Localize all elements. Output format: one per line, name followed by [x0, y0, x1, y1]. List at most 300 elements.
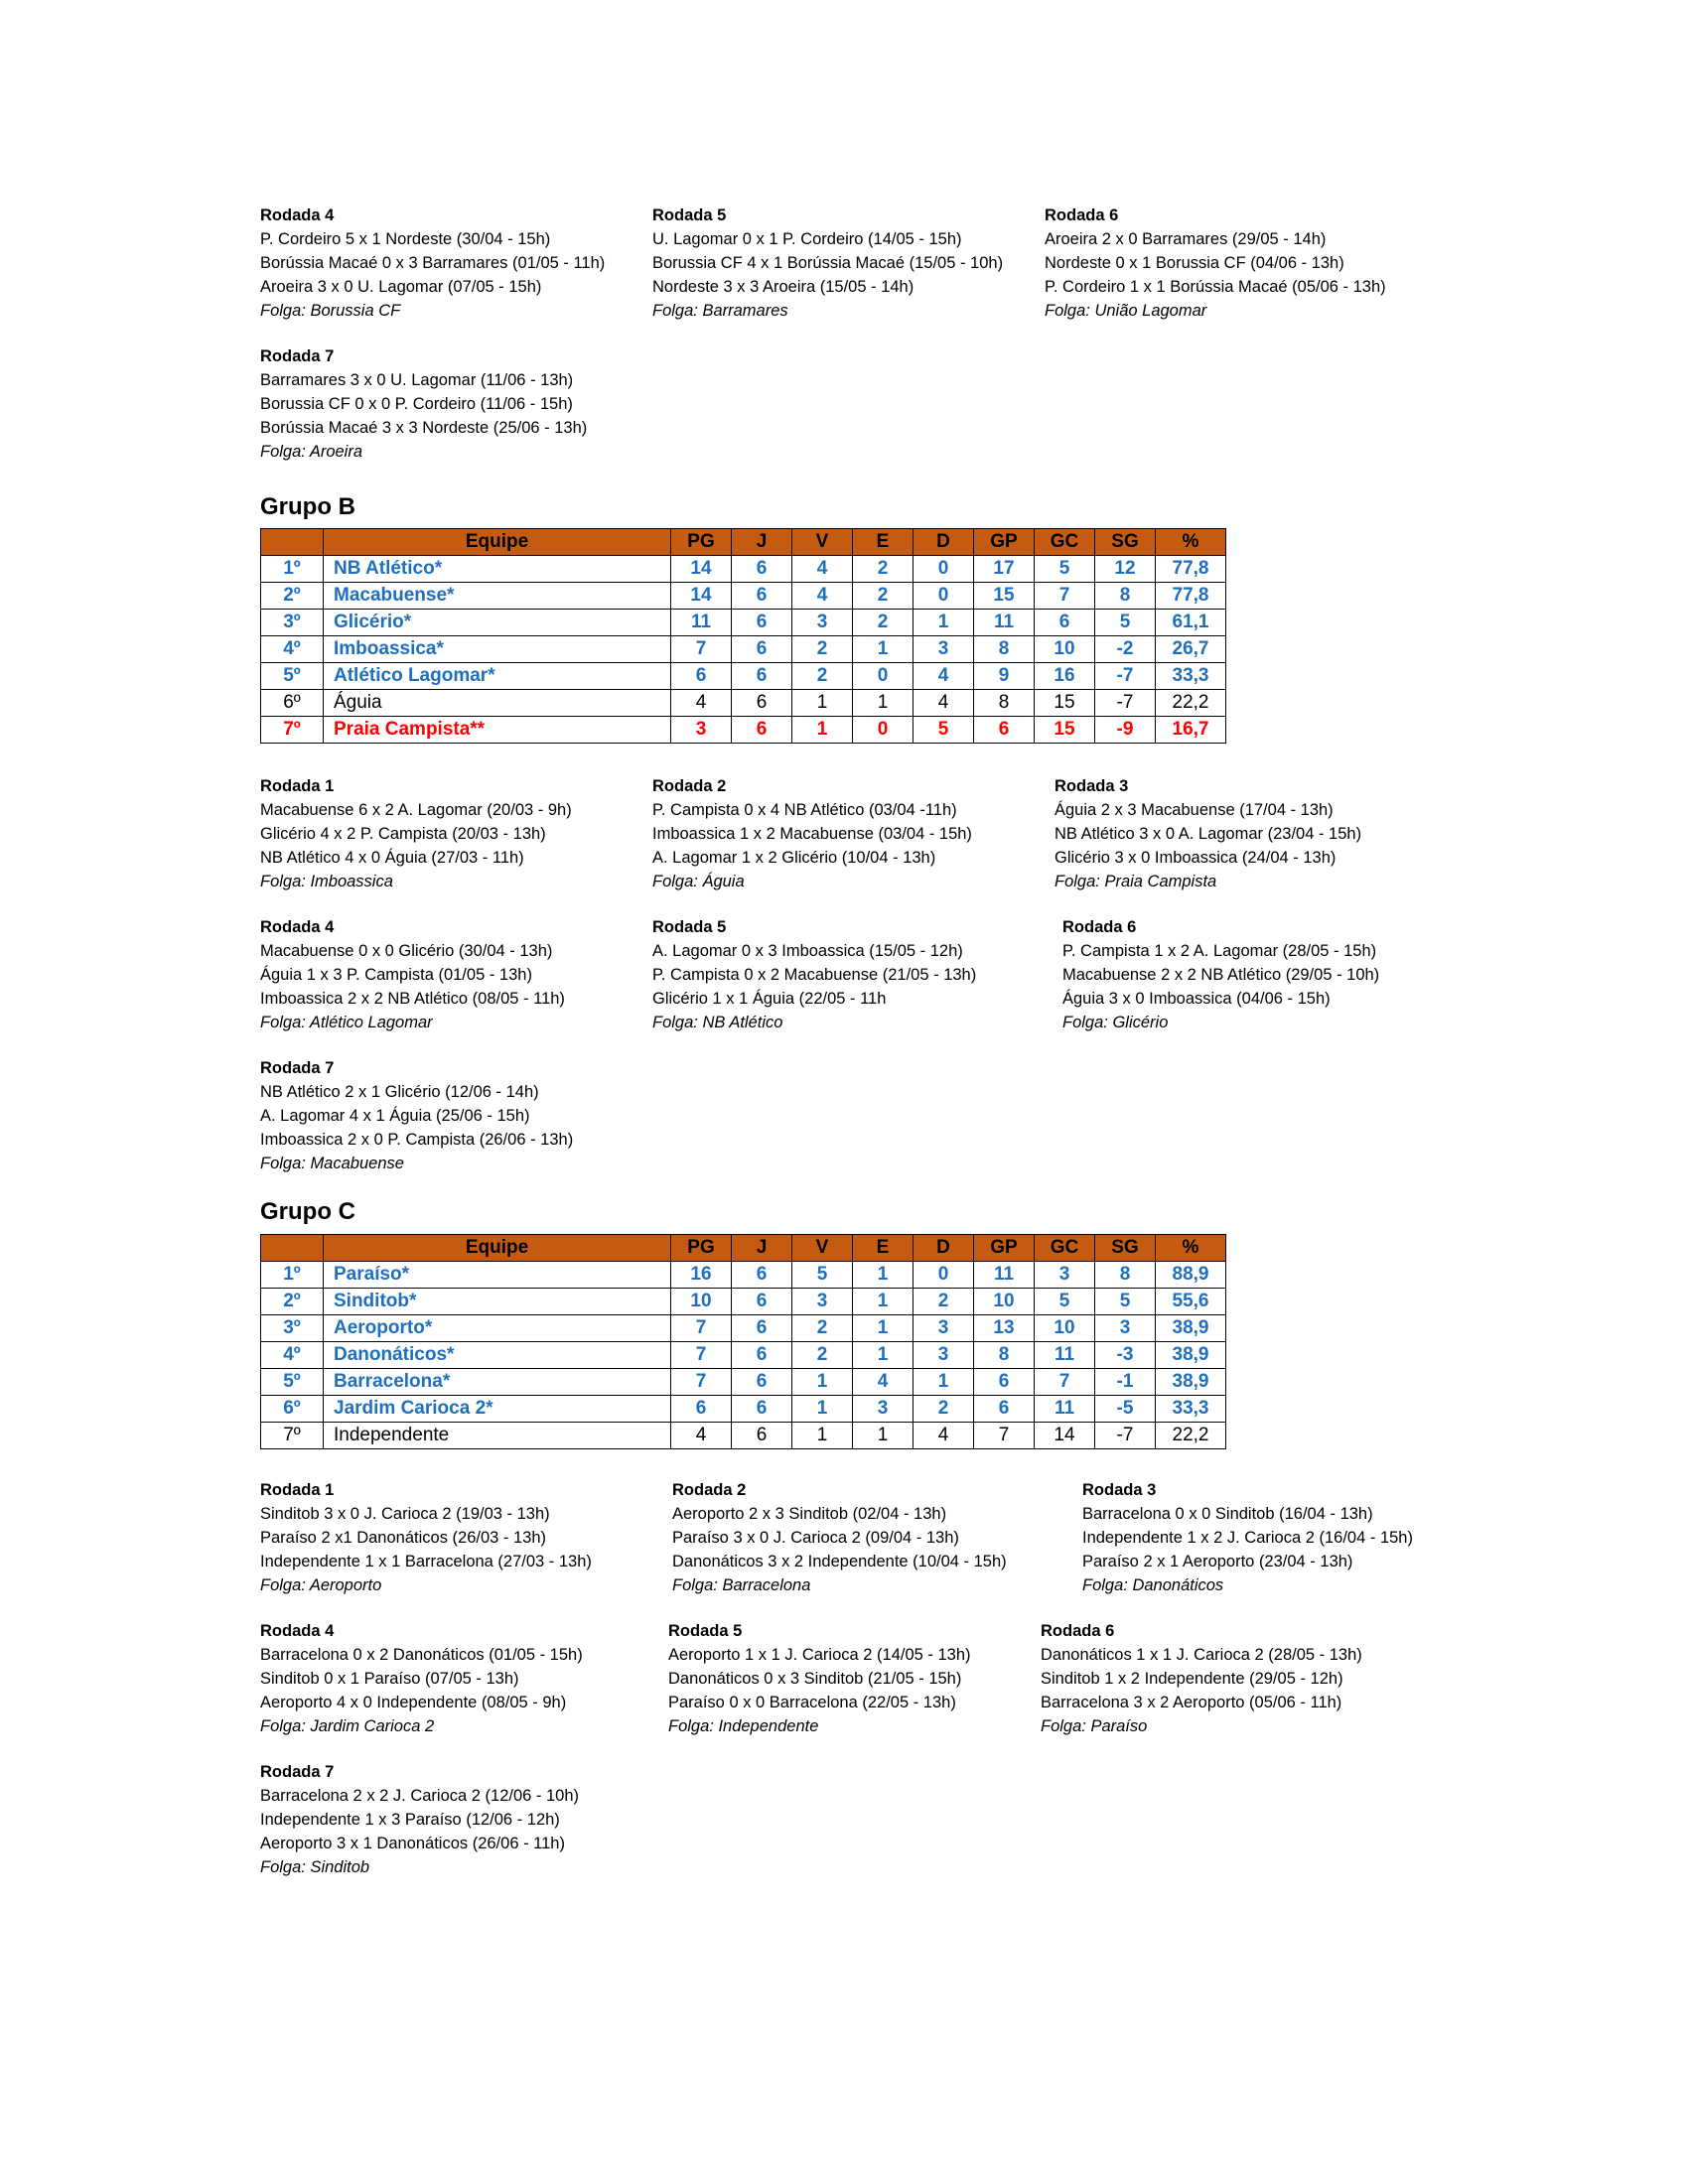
- match-line: Águia 3 x 0 Imboassica (04/06 - 15h): [1062, 990, 1331, 1008]
- round-block: [260, 774, 572, 893]
- round-block: [1062, 915, 1379, 1034]
- round-title: Rodada 4: [260, 206, 335, 224]
- stat-cell: 4º: [261, 636, 324, 663]
- table-row: [261, 1342, 1226, 1369]
- stat-cell: 1: [914, 1369, 974, 1396]
- stat-cell: 0: [914, 583, 974, 610]
- match-line: Danonáticos 0 x 3 Sinditob (21/05 - 15h): [668, 1670, 962, 1688]
- match-line: Independente 1 x 2 J. Carioca 2 (16/04 - 15h): [1082, 1529, 1413, 1547]
- match-line: Aeroporto 2 x 3 Sinditob (02/04 - 13h): [672, 1505, 947, 1523]
- stat-cell: 22,2: [1156, 690, 1226, 717]
- match-line: Macabuense 0 x 0 Glicério (30/04 - 13h): [260, 942, 553, 960]
- match-line: Danonáticos 3 x 2 Independente (10/04 - 15h): [672, 1553, 1007, 1570]
- team-name: Macabuense*: [324, 583, 671, 610]
- bye-team: Folga: Borussia CF: [260, 302, 401, 320]
- bye-team: Folga: Danonáticos: [1082, 1576, 1224, 1594]
- standings-table: [260, 528, 1226, 744]
- team-name: Jardim Carioca 2*: [324, 1396, 671, 1423]
- stat-cell: 2: [792, 1315, 853, 1342]
- stat-cell: 5: [1095, 1289, 1156, 1315]
- stat-cell: -1: [1095, 1369, 1156, 1396]
- stat-cell: 88,9: [1156, 1262, 1226, 1289]
- match-line: Independente 1 x 3 Paraíso (12/06 - 12h): [260, 1811, 560, 1829]
- match-line: Sinditob 3 x 0 J. Carioca 2 (19/03 - 13h): [260, 1505, 550, 1523]
- stat-cell: 3: [792, 1289, 853, 1315]
- stat-cell: 2º: [261, 1289, 324, 1315]
- column-header: GP: [974, 1235, 1035, 1262]
- table-row: [261, 663, 1226, 690]
- column-header: E: [853, 529, 914, 556]
- stat-cell: 6º: [261, 1396, 324, 1423]
- match-line: NB Atlético 4 x 0 Águia (27/03 - 11h): [260, 849, 524, 867]
- stat-cell: 3: [1035, 1262, 1095, 1289]
- match-line: P. Campista 0 x 4 NB Atlético (03/04 -11h): [652, 801, 957, 819]
- match-line: Barramares 3 x 0 U. Lagomar (11/06 - 13h): [260, 371, 574, 389]
- stat-cell: 2: [914, 1289, 974, 1315]
- stat-cell: 77,8: [1156, 556, 1226, 583]
- stat-cell: 7: [671, 1315, 732, 1342]
- match-line: Macabuense 6 x 2 A. Lagomar (20/03 - 9h): [260, 801, 572, 819]
- stat-cell: 11: [974, 1262, 1035, 1289]
- bye-team: Folga: Aroeira: [260, 443, 363, 461]
- stat-cell: 15: [1035, 717, 1095, 744]
- round-block: [260, 1478, 592, 1597]
- stat-cell: 1: [792, 1369, 853, 1396]
- stat-cell: 14: [1035, 1423, 1095, 1449]
- stat-cell: 6: [671, 1396, 732, 1423]
- round-block: [652, 915, 976, 1034]
- column-header: V: [792, 1235, 853, 1262]
- match-line: Borussia CF 4 x 1 Borússia Macaé (15/05 - 10h): [652, 254, 1004, 272]
- stat-cell: 2: [853, 583, 914, 610]
- stat-cell: 2: [914, 1396, 974, 1423]
- stat-cell: 6: [732, 1396, 792, 1423]
- stat-cell: 4: [914, 1423, 974, 1449]
- stat-cell: 6: [732, 583, 792, 610]
- stat-cell: 8: [1095, 583, 1156, 610]
- stat-cell: 6: [732, 1315, 792, 1342]
- stat-cell: 1: [853, 1289, 914, 1315]
- column-header: E: [853, 1235, 914, 1262]
- stat-cell: 10: [1035, 1315, 1095, 1342]
- stat-cell: 6: [974, 1396, 1035, 1423]
- round-title: Rodada 3: [1055, 777, 1129, 795]
- match-line: Independente 1 x 1 Barracelona (27/03 - 13h): [260, 1553, 592, 1570]
- round-block: [1041, 1619, 1362, 1738]
- stat-cell: 3: [853, 1396, 914, 1423]
- match-line: Glicério 3 x 0 Imboassica (24/04 - 13h): [1055, 849, 1336, 867]
- stat-cell: 3: [792, 610, 853, 636]
- column-header: GP: [974, 529, 1035, 556]
- bye-team: Folga: Glicério: [1062, 1014, 1169, 1031]
- stat-cell: 2: [792, 663, 853, 690]
- stat-cell: 38,9: [1156, 1315, 1226, 1342]
- column-header: Equipe: [324, 1235, 671, 1262]
- bye-team: Folga: Barramares: [652, 302, 788, 320]
- bye-team: Folga: Imboassica: [260, 873, 393, 890]
- table-row: [261, 556, 1226, 583]
- stat-cell: 2: [792, 636, 853, 663]
- stat-cell: 1: [853, 1423, 914, 1449]
- match-line: Paraíso 0 x 0 Barracelona (22/05 - 13h): [668, 1694, 956, 1711]
- stat-cell: -3: [1095, 1342, 1156, 1369]
- table-row: [261, 717, 1226, 744]
- stat-cell: 33,3: [1156, 1396, 1226, 1423]
- stat-cell: 11: [1035, 1396, 1095, 1423]
- column-header: GC: [1035, 529, 1095, 556]
- stat-cell: 3: [671, 717, 732, 744]
- match-line: Aeroporto 4 x 0 Independente (08/05 - 9h): [260, 1694, 567, 1711]
- team-name: NB Atlético*: [324, 556, 671, 583]
- header-row: [261, 529, 1226, 556]
- stat-cell: -7: [1095, 663, 1156, 690]
- stat-cell: 16: [1035, 663, 1095, 690]
- stat-cell: 7: [671, 1369, 732, 1396]
- stat-cell: -5: [1095, 1396, 1156, 1423]
- stat-cell: 3: [914, 1342, 974, 1369]
- stat-cell: 1: [914, 610, 974, 636]
- column-header: %: [1156, 1235, 1226, 1262]
- match-line: Imboassica 1 x 2 Macabuense (03/04 - 15h): [652, 825, 972, 843]
- stat-cell: 8: [974, 1342, 1035, 1369]
- stat-cell: 6: [732, 1289, 792, 1315]
- bye-team: Folga: Paraíso: [1041, 1717, 1148, 1735]
- stat-cell: 6º: [261, 690, 324, 717]
- table-row: [261, 1289, 1226, 1315]
- column-header: PG: [671, 1235, 732, 1262]
- table-row: [261, 1423, 1226, 1449]
- stat-cell: 11: [974, 610, 1035, 636]
- match-line: NB Atlético 2 x 1 Glicério (12/06 - 14h): [260, 1083, 539, 1101]
- stat-cell: 10: [1035, 636, 1095, 663]
- match-line: Aroeira 2 x 0 Barramares (29/05 - 14h): [1045, 230, 1327, 248]
- stat-cell: 8: [974, 690, 1035, 717]
- stat-cell: 55,6: [1156, 1289, 1226, 1315]
- stat-cell: 38,9: [1156, 1369, 1226, 1396]
- stat-cell: 12: [1095, 556, 1156, 583]
- stat-cell: 7: [671, 1342, 732, 1369]
- stat-cell: 61,1: [1156, 610, 1226, 636]
- round-block: [652, 204, 1003, 323]
- round-block: [260, 1760, 579, 1879]
- stat-cell: 1: [792, 1423, 853, 1449]
- column-header: PG: [671, 529, 732, 556]
- match-line: Barracelona 0 x 2 Danonáticos (01/05 - 15h): [260, 1646, 583, 1664]
- round-block: [260, 915, 565, 1034]
- stat-cell: 4: [792, 556, 853, 583]
- round-block: [260, 1056, 573, 1175]
- table-row: [261, 1396, 1226, 1423]
- stat-cell: 6: [732, 1423, 792, 1449]
- stat-cell: 6: [732, 1262, 792, 1289]
- stat-cell: 5: [1035, 556, 1095, 583]
- stat-cell: 6: [732, 717, 792, 744]
- group-title: Grupo C: [260, 1198, 355, 1225]
- stat-cell: 16,7: [1156, 717, 1226, 744]
- round-title: Rodada 5: [652, 206, 727, 224]
- table-row: [261, 690, 1226, 717]
- match-line: Paraíso 3 x 0 J. Carioca 2 (09/04 - 13h): [672, 1529, 959, 1547]
- round-block: [1045, 204, 1386, 323]
- match-line: Borússia Macaé 0 x 3 Barramares (01/05 - 11h): [260, 254, 606, 272]
- round-title: Rodada 5: [652, 918, 727, 936]
- bye-team: Folga: Praia Campista: [1055, 873, 1217, 890]
- stat-cell: 6: [732, 663, 792, 690]
- stat-cell: 7: [1035, 583, 1095, 610]
- match-line: Sinditob 0 x 1 Paraíso (07/05 - 13h): [260, 1670, 519, 1688]
- stat-cell: 38,9: [1156, 1342, 1226, 1369]
- match-line: P. Cordeiro 5 x 1 Nordeste (30/04 - 15h): [260, 230, 551, 248]
- table-row: [261, 1262, 1226, 1289]
- table-row: [261, 610, 1226, 636]
- match-line: Águia 2 x 3 Macabuense (17/04 - 13h): [1055, 801, 1334, 819]
- round-title: Rodada 6: [1045, 206, 1119, 224]
- round-block: [260, 344, 587, 464]
- stat-cell: 7: [974, 1423, 1035, 1449]
- table-row: [261, 636, 1226, 663]
- match-line: Barracelona 2 x 2 J. Carioca 2 (12/06 - 10h): [260, 1787, 580, 1805]
- stat-cell: 7º: [261, 1423, 324, 1449]
- bye-team: Folga: Aeroporto: [260, 1576, 382, 1594]
- stat-cell: 1: [853, 1342, 914, 1369]
- stat-cell: 33,3: [1156, 663, 1226, 690]
- team-name: Danonáticos*: [324, 1342, 671, 1369]
- match-line: Aeroporto 3 x 1 Danonáticos (26/06 - 11h): [260, 1835, 565, 1852]
- match-line: P. Campista 1 x 2 A. Lagomar (28/05 - 15h): [1062, 942, 1377, 960]
- match-line: Nordeste 3 x 3 Aroeira (15/05 - 14h): [652, 278, 914, 296]
- stat-cell: 3: [914, 1315, 974, 1342]
- stat-cell: 2: [853, 610, 914, 636]
- group-title: Grupo B: [260, 493, 355, 520]
- stat-cell: 0: [853, 663, 914, 690]
- match-line: Paraíso 2 x1 Danonáticos (26/03 - 13h): [260, 1529, 547, 1547]
- round-title: Rodada 7: [260, 347, 335, 365]
- stat-cell: 5: [914, 717, 974, 744]
- stat-cell: 13: [974, 1315, 1035, 1342]
- stat-cell: 5º: [261, 1369, 324, 1396]
- stat-cell: 11: [1035, 1342, 1095, 1369]
- stat-cell: 8: [1095, 1262, 1156, 1289]
- stat-cell: -7: [1095, 690, 1156, 717]
- stat-cell: 0: [853, 717, 914, 744]
- round-title: Rodada 7: [260, 1763, 335, 1781]
- bye-team: Folga: Jardim Carioca 2: [260, 1717, 435, 1735]
- bye-team: Folga: Sinditob: [260, 1858, 370, 1876]
- stat-cell: 2: [792, 1342, 853, 1369]
- stat-cell: 22,2: [1156, 1423, 1226, 1449]
- table-row: [261, 1369, 1226, 1396]
- bye-team: Folga: União Lagomar: [1045, 302, 1207, 320]
- stat-cell: 4: [792, 583, 853, 610]
- round-title: Rodada 2: [652, 777, 727, 795]
- stat-cell: -7: [1095, 1423, 1156, 1449]
- match-line: A. Lagomar 0 x 3 Imboassica (15/05 - 12h): [652, 942, 963, 960]
- stat-cell: 11: [671, 610, 732, 636]
- stat-cell: 6: [732, 556, 792, 583]
- stat-cell: 14: [671, 556, 732, 583]
- team-name: Sinditob*: [324, 1289, 671, 1315]
- team-name: Praia Campista**: [324, 717, 671, 744]
- team-name: Águia: [324, 690, 671, 717]
- stat-cell: 16: [671, 1262, 732, 1289]
- match-line: NB Atlético 3 x 0 A. Lagomar (23/04 - 15h): [1055, 825, 1362, 843]
- stat-cell: 4º: [261, 1342, 324, 1369]
- stat-cell: 6: [732, 1342, 792, 1369]
- match-line: Aroeira 3 x 0 U. Lagomar (07/05 - 15h): [260, 278, 542, 296]
- bye-team: Folga: Macabuense: [260, 1155, 404, 1172]
- team-name: Aeroporto*: [324, 1315, 671, 1342]
- column-header: D: [914, 1235, 974, 1262]
- stat-cell: 5: [792, 1262, 853, 1289]
- stat-cell: 5: [1095, 610, 1156, 636]
- stat-cell: 3º: [261, 610, 324, 636]
- stat-cell: 2: [853, 556, 914, 583]
- stat-cell: -2: [1095, 636, 1156, 663]
- stat-cell: 8: [974, 636, 1035, 663]
- team-name: Atlético Lagomar*: [324, 663, 671, 690]
- match-line: P. Campista 0 x 2 Macabuense (21/05 - 13h): [652, 966, 977, 984]
- round-block: [668, 1619, 971, 1738]
- stat-cell: 6: [671, 663, 732, 690]
- header-row: [261, 1235, 1226, 1262]
- column-header: [261, 529, 324, 556]
- bye-team: Folga: Barracelona: [672, 1576, 811, 1594]
- stat-cell: 3º: [261, 1315, 324, 1342]
- stat-cell: 0: [914, 556, 974, 583]
- column-header: J: [732, 529, 792, 556]
- stat-cell: 17: [974, 556, 1035, 583]
- stat-cell: 1: [853, 1262, 914, 1289]
- column-header: SG: [1095, 1235, 1156, 1262]
- round-block: [652, 774, 972, 893]
- round-title: Rodada 1: [260, 1481, 335, 1499]
- round-block: [672, 1478, 1007, 1597]
- table-row: [261, 583, 1226, 610]
- column-header: SG: [1095, 529, 1156, 556]
- stat-cell: 10: [974, 1289, 1035, 1315]
- match-line: Águia 1 x 3 P. Campista (01/05 - 13h): [260, 966, 532, 984]
- bye-team: Folga: Águia: [652, 873, 745, 890]
- stat-cell: 3: [914, 636, 974, 663]
- bye-team: Folga: Independente: [668, 1717, 819, 1735]
- stat-cell: 1: [853, 1315, 914, 1342]
- round-title: Rodada 1: [260, 777, 335, 795]
- stat-cell: 4: [914, 690, 974, 717]
- match-line: Borussia CF 0 x 0 P. Cordeiro (11/06 - 15h): [260, 395, 573, 413]
- bye-team: Folga: NB Atlético: [652, 1014, 783, 1031]
- round-block: [260, 204, 605, 323]
- match-line: Imboassica 2 x 0 P. Campista (26/06 - 13h): [260, 1131, 574, 1149]
- stat-cell: 1: [792, 717, 853, 744]
- match-line: Glicério 4 x 2 P. Campista (20/03 - 13h): [260, 825, 546, 843]
- match-line: Imboassica 2 x 2 NB Atlético (08/05 - 11h): [260, 990, 565, 1008]
- stat-cell: 5: [1035, 1289, 1095, 1315]
- column-header: V: [792, 529, 853, 556]
- table-row: [261, 1315, 1226, 1342]
- round-block: [260, 1619, 583, 1738]
- stat-cell: 7: [671, 636, 732, 663]
- column-header: D: [914, 529, 974, 556]
- stat-cell: 26,7: [1156, 636, 1226, 663]
- round-title: Rodada 5: [668, 1622, 743, 1640]
- stat-cell: 0: [914, 1262, 974, 1289]
- round-title: Rodada 3: [1082, 1481, 1157, 1499]
- column-header: GC: [1035, 1235, 1095, 1262]
- stat-cell: 1: [792, 1396, 853, 1423]
- stat-cell: 4: [914, 663, 974, 690]
- stat-cell: 6: [732, 1369, 792, 1396]
- round-block: [1055, 774, 1361, 893]
- stat-cell: 10: [671, 1289, 732, 1315]
- stat-cell: 2º: [261, 583, 324, 610]
- stat-cell: 3: [1095, 1315, 1156, 1342]
- stat-cell: 4: [853, 1369, 914, 1396]
- match-line: Danonáticos 1 x 1 J. Carioca 2 (28/05 - 13h): [1041, 1646, 1362, 1664]
- stat-cell: 5º: [261, 663, 324, 690]
- match-line: A. Lagomar 4 x 1 Águia (25/06 - 15h): [260, 1107, 530, 1125]
- match-line: Barracelona 0 x 0 Sinditob (16/04 - 13h): [1082, 1505, 1373, 1523]
- stat-cell: 15: [974, 583, 1035, 610]
- match-line: U. Lagomar 0 x 1 P. Cordeiro (14/05 - 15h): [652, 230, 962, 248]
- stat-cell: 6: [1035, 610, 1095, 636]
- stat-cell: 1º: [261, 556, 324, 583]
- stat-cell: 1: [792, 690, 853, 717]
- stat-cell: 77,8: [1156, 583, 1226, 610]
- stat-cell: 1º: [261, 1262, 324, 1289]
- stat-cell: 14: [671, 583, 732, 610]
- bye-team: Folga: Atlético Lagomar: [260, 1014, 433, 1031]
- team-name: Barracelona*: [324, 1369, 671, 1396]
- round-title: Rodada 4: [260, 1622, 335, 1640]
- column-header: J: [732, 1235, 792, 1262]
- round-title: Rodada 6: [1062, 918, 1137, 936]
- stat-cell: 7: [1035, 1369, 1095, 1396]
- round-title: Rodada 6: [1041, 1622, 1115, 1640]
- stat-cell: 6: [732, 690, 792, 717]
- stat-cell: 1: [853, 690, 914, 717]
- stat-cell: 6: [974, 717, 1035, 744]
- round-title: Rodada 2: [672, 1481, 747, 1499]
- team-name: Paraíso*: [324, 1262, 671, 1289]
- stat-cell: -9: [1095, 717, 1156, 744]
- stat-cell: 4: [671, 690, 732, 717]
- match-line: Barracelona 3 x 2 Aeroporto (05/06 - 11h): [1041, 1694, 1342, 1711]
- stat-cell: 6: [732, 610, 792, 636]
- match-line: Paraíso 2 x 1 Aeroporto (23/04 - 13h): [1082, 1553, 1353, 1570]
- match-line: Aeroporto 1 x 1 J. Carioca 2 (14/05 - 13h): [668, 1646, 971, 1664]
- team-name: Glicério*: [324, 610, 671, 636]
- column-header: %: [1156, 529, 1226, 556]
- match-line: P. Cordeiro 1 x 1 Borússia Macaé (05/06 - 13h): [1045, 278, 1386, 296]
- match-line: Sinditob 1 x 2 Independente (29/05 - 12h): [1041, 1670, 1343, 1688]
- stat-cell: 15: [1035, 690, 1095, 717]
- round-block: [1082, 1478, 1413, 1597]
- team-name: Independente: [324, 1423, 671, 1449]
- standings-table: [260, 1234, 1226, 1449]
- team-name: Imboassica*: [324, 636, 671, 663]
- column-header: [261, 1235, 324, 1262]
- stat-cell: 7º: [261, 717, 324, 744]
- column-header: Equipe: [324, 529, 671, 556]
- match-line: Borússia Macaé 3 x 3 Nordeste (25/06 - 13h): [260, 419, 588, 437]
- stat-cell: 9: [974, 663, 1035, 690]
- match-line: A. Lagomar 1 x 2 Glicério (10/04 - 13h): [652, 849, 936, 867]
- match-line: Glicério 1 x 1 Águia (22/05 - 11h: [652, 990, 887, 1008]
- match-line: Nordeste 0 x 1 Borussia CF (04/06 - 13h): [1045, 254, 1344, 272]
- stat-cell: 6: [732, 636, 792, 663]
- round-title: Rodada 4: [260, 918, 335, 936]
- stat-cell: 1: [853, 636, 914, 663]
